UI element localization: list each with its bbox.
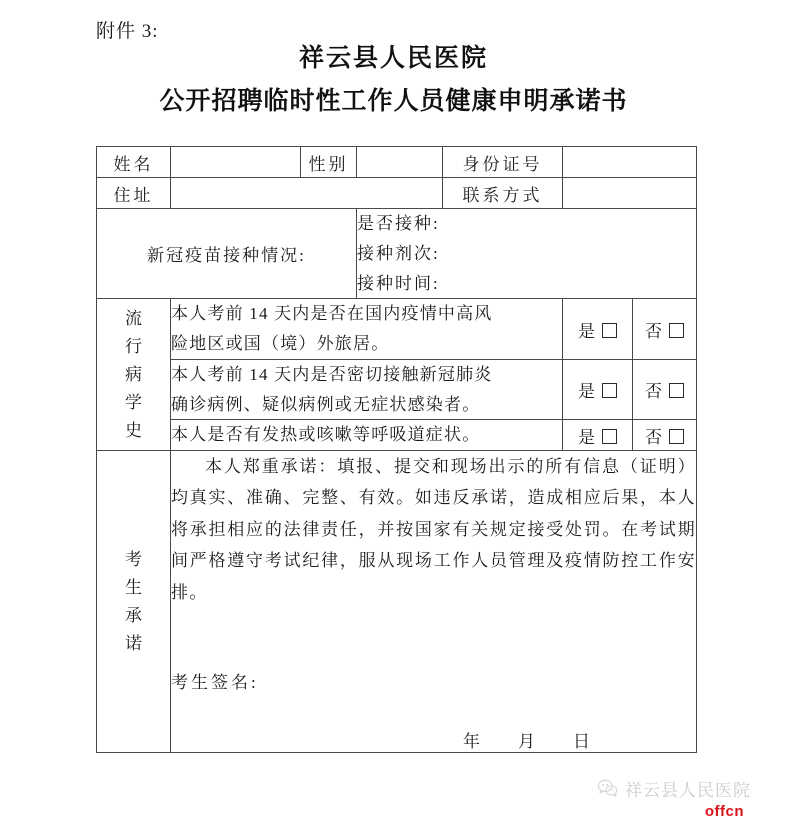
vaccination-fields [357, 209, 697, 299]
field-gender-value[interactable] [357, 147, 443, 178]
epi-label-char-1: 行 [125, 336, 142, 356]
field-name-value[interactable] [171, 147, 301, 178]
commitment-label-char-2: 承 [125, 605, 142, 625]
epi-question-1-no-label: 否 [645, 321, 663, 341]
table-row-commitment [97, 451, 697, 753]
epi-question-3-yes-option[interactable] [563, 420, 633, 451]
table-row-epi-question-3 [97, 420, 697, 451]
page-title: 祥云县人民医院 [298, 45, 488, 72]
commitment-label-stack [125, 546, 142, 658]
epi-label-char-4: 史 [125, 420, 142, 440]
commitment-label-char-0: 考 [125, 549, 142, 569]
watermark-row [597, 776, 782, 801]
epi-question-2-no-option[interactable] [633, 359, 697, 420]
date-month-label: 月 [518, 732, 537, 752]
label-candidate-commitment [97, 451, 171, 753]
table-row-vaccination [97, 209, 697, 299]
epi-question-2-line-1: 本人考前 14 天内是否密切接触新冠肺炎 [171, 364, 493, 384]
label-contact: 联系方式 [443, 178, 563, 209]
epi-question-1-text [171, 299, 563, 360]
epi-question-2-line-2: 确诊病例、疑似病例或无症状感染者。 [171, 394, 481, 414]
vaccination-doses-line[interactable]: 接种剂次: [357, 243, 440, 263]
vaccination-received-line[interactable]: 是否接种: [357, 214, 440, 233]
wechat-icon [597, 778, 619, 800]
watermark-account-name: 祥云县人民医院 [625, 781, 751, 800]
label-id-number: 身份证号 [443, 147, 563, 178]
epi-question-3-no-checkbox[interactable] [669, 429, 684, 444]
health-declaration-table [96, 146, 697, 753]
label-epidemiology-history [97, 299, 171, 451]
epi-question-2-yes-checkbox[interactable] [602, 383, 617, 398]
epi-question-3-no-option[interactable] [633, 420, 697, 451]
epidemiology-label-stack [125, 305, 142, 445]
epi-question-1-yes-label: 是 [578, 321, 596, 341]
epi-question-1-yes-option[interactable] [563, 299, 633, 360]
epi-label-char-3: 学 [125, 392, 142, 412]
epi-question-3-yes-checkbox[interactable] [602, 429, 617, 444]
epi-question-1-no-option[interactable] [633, 299, 697, 360]
title-block [0, 40, 787, 120]
commitment-paragraph: 本人郑重承诺：填报、提交和现场出示的所有信息（证明）均真实、准确、完整、有效。如违反承诺，造成相应后果，本人将承担相应的法律责任，并按国家有关规定接受处罚。在考试期间严格遵守考试纪律，服从现场工作人员管理及疫情防控工作安排。 [171, 457, 696, 602]
epi-question-2-no-label: 否 [645, 382, 663, 401]
table-row-address [97, 178, 697, 209]
label-gender: 性别 [301, 147, 357, 178]
watermark [597, 776, 782, 828]
epi-question-2-yes-option[interactable] [563, 359, 633, 420]
epi-question-3-no-label: 否 [645, 427, 663, 447]
commitment-label-char-3: 诺 [125, 633, 142, 653]
epi-question-1-line-2: 险地区或国（境）外旅居。 [171, 334, 390, 353]
epi-question-2-no-checkbox[interactable] [669, 383, 684, 398]
epi-question-2-text [171, 359, 563, 420]
epi-question-1-yes-checkbox[interactable] [602, 323, 617, 338]
epi-question-3-line-1: 本人是否有发热或咳嗽等呼吸道症状。 [171, 425, 481, 445]
date-year-label: 年 [463, 732, 482, 752]
commitment-label-char-1: 生 [125, 577, 142, 597]
epi-label-char-2: 病 [125, 364, 142, 384]
label-address: 住址 [97, 178, 171, 209]
date-day-label: 日 [573, 732, 592, 752]
table-row-epi-question-1 [97, 299, 697, 360]
epi-question-1-line-1: 本人考前 14 天内是否在国内疫情中高风 [171, 304, 493, 324]
epi-question-1-no-checkbox[interactable] [669, 323, 684, 338]
commitment-content [171, 451, 697, 753]
vaccination-date-line[interactable]: 接种时间: [357, 273, 440, 293]
epi-question-3-text [171, 420, 563, 451]
field-address-value[interactable] [171, 178, 443, 209]
attachment-label: 附件 3: [96, 21, 159, 42]
table-row-name [97, 147, 697, 178]
date-line[interactable] [171, 727, 696, 752]
label-name: 姓名 [97, 147, 171, 178]
watermark-brand: offcn [704, 803, 744, 820]
field-contact-value[interactable] [563, 178, 697, 209]
epi-label-char-0: 流 [125, 308, 142, 328]
label-vaccination-status: 新冠疫苗接种情况: [97, 209, 357, 299]
field-id-number-value[interactable] [563, 147, 697, 178]
epi-question-3-yes-label: 是 [578, 427, 596, 447]
page-subtitle: 公开招聘临时性工作人员健康申明承诺书 [159, 87, 628, 115]
table-row-epi-question-2 [97, 359, 697, 420]
epi-question-2-yes-label: 是 [578, 382, 596, 401]
signature-label[interactable]: 考生签名: [171, 673, 259, 693]
